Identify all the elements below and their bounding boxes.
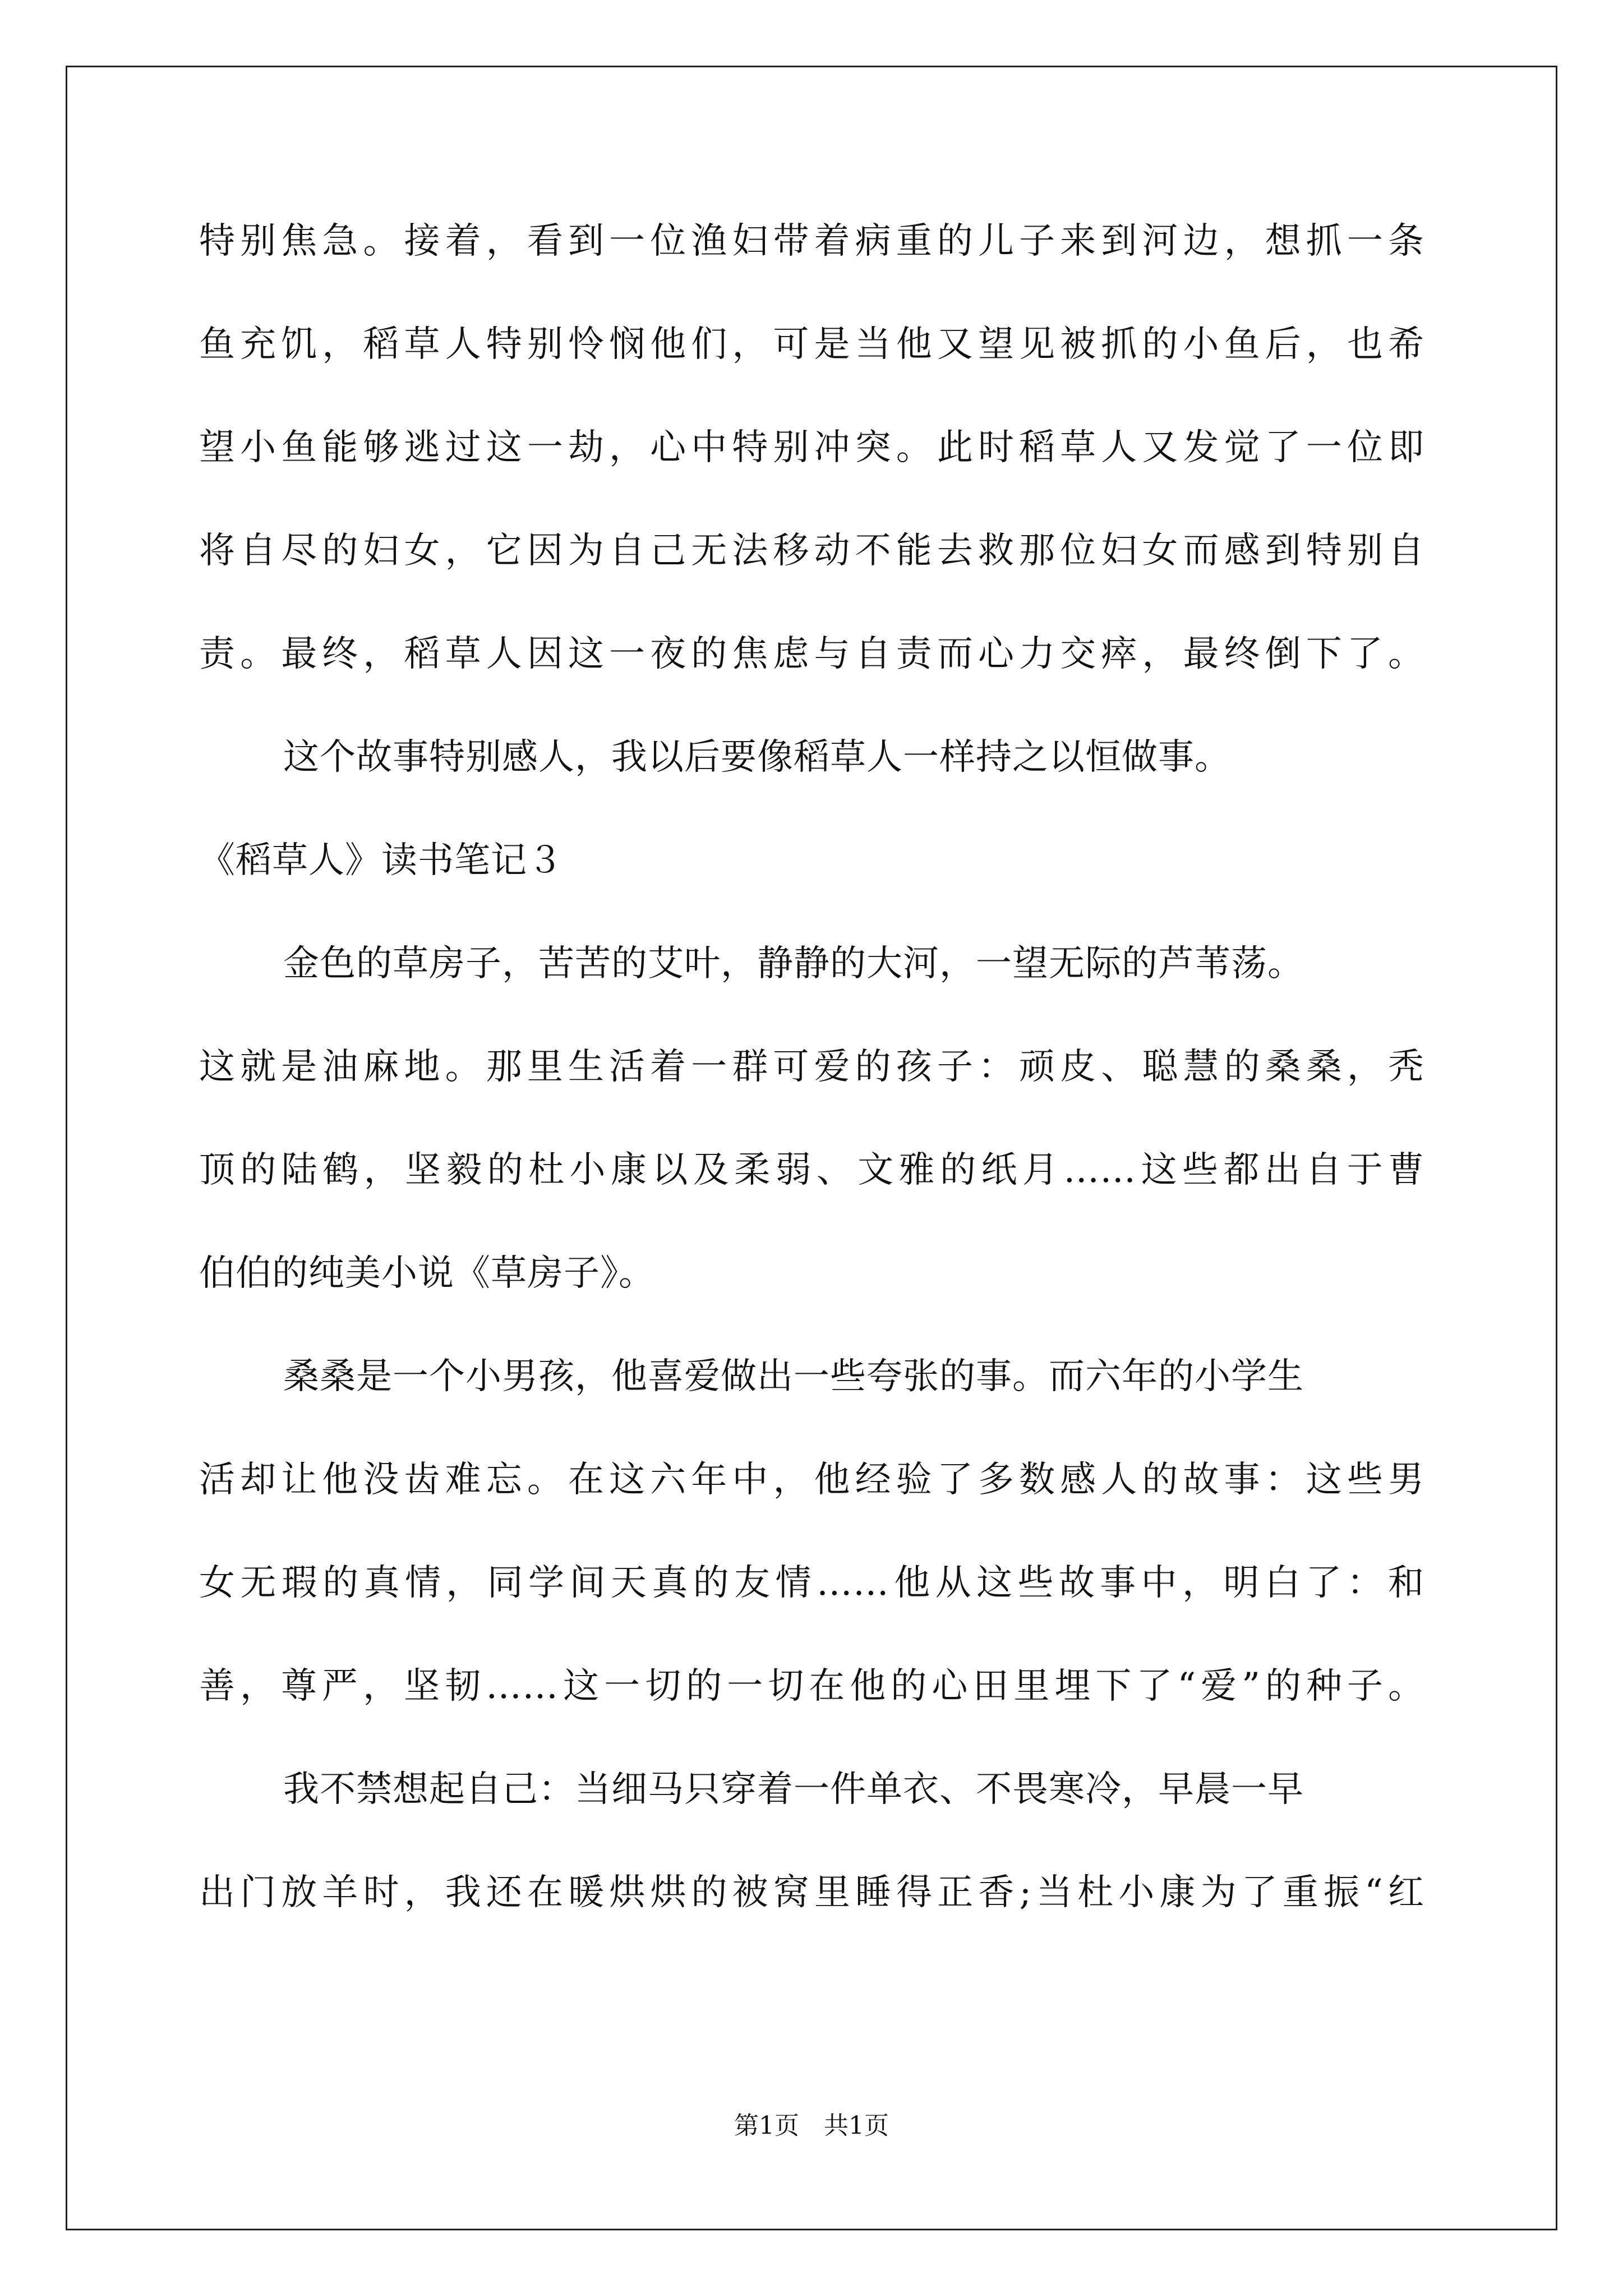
paragraph-line: 活却让他没齿难忘。在这六年中，他经验了多数感人的故事：这些男 — [199, 1459, 1424, 1501]
paragraph-line: 责。最终，稻草人因这一夜的焦虑与自责而心力交瘁，最终倒下了。 — [199, 633, 1424, 675]
page-number: 第1页 共1页 — [734, 2111, 889, 2140]
paragraph-line: 这个故事特别感人，我以后要像稻草人一样持之以恒做事。 — [283, 737, 1231, 778]
paragraph-line: 桑桑是一个小男孩，他喜爱做出一些夸张的事。而六年的小学生 — [283, 1356, 1304, 1397]
paragraph-line: 伯伯的纯美小说《草房子》。 — [199, 1253, 655, 1294]
paragraph-line: 这就是油麻地。那里生活着一群可爱的孩子：顽皮、聪慧的桑桑，秃 — [199, 1046, 1424, 1088]
paragraph-line: 顶的陆鹤，坚毅的杜小康以及柔弱、文雅的纸月……这些都出自于曹 — [199, 1149, 1424, 1191]
section-heading: 《稻草人》读书笔记３ — [199, 840, 564, 881]
paragraph-line: 出门放羊时，我还在暖烘烘的被窝里睡得正香;当杜小康为了重振“红 — [199, 1872, 1424, 1913]
paragraph-line: 特别焦急。接着，看到一位渔妇带着病重的儿子来到河边，想抓一条 — [199, 220, 1424, 262]
paragraph-line: 善，尊严，坚韧……这一切的一切在他的心田里埋下了“爱”的种子。 — [199, 1665, 1424, 1707]
paragraph-line: 我不禁想起自己：当细马只穿着一件单衣、不畏寒冷，早晨一早 — [283, 1769, 1304, 1810]
paragraph-line: 女无瑕的真情，同学间天真的友情……他从这些故事中，明白了：和 — [199, 1562, 1424, 1604]
document-body — [199, 208, 1424, 1962]
paragraph-line: 金色的草房子，苦苦的艾叶，静静的大河，一望无际的芦苇荡。 — [283, 943, 1304, 984]
paragraph-line: 鱼充饥，稻草人特别怜悯他们，可是当他又望见被抓的小鱼后，也希 — [199, 324, 1424, 365]
paragraph-line: 将自尽的妇女，它因为自己无法移动不能去救那位妇女而感到特别自 — [199, 530, 1424, 572]
paragraph-line: 望小鱼能够逃过这一劫，心中特别冲突。此时稻草人又发觉了一位即 — [199, 427, 1424, 468]
